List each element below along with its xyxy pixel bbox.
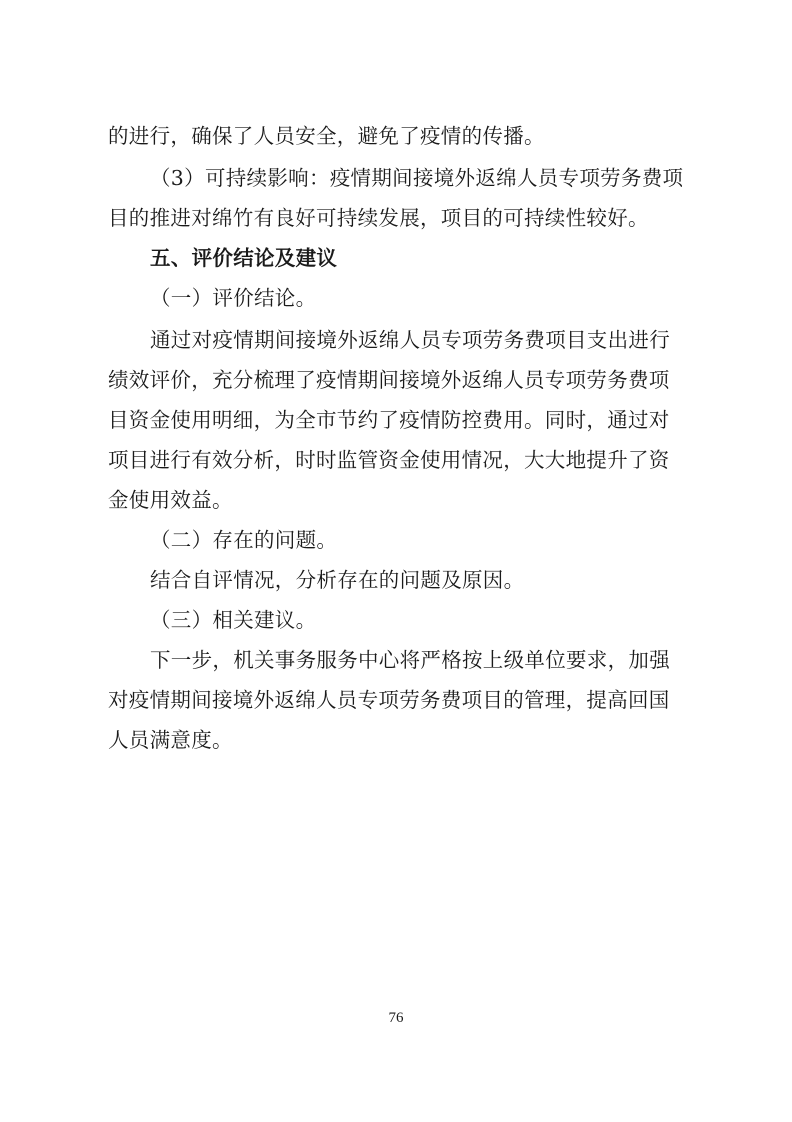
paragraph-line: 项目进行有效分析，时时监管资金使用情况，大大地提升了资	[108, 448, 670, 472]
section-heading: 五、评价结论及建议	[150, 246, 338, 270]
paragraph-line: 绩效评价，充分梳理了疫情期间接境外返绵人员专项劳务费项	[108, 368, 670, 392]
paragraph-line: 目资金使用明细，为全市节约了疫情防控费用。同时，通过对	[108, 408, 670, 432]
paragraph-line: 结合自评情况，分析存在的问题及原因。	[150, 568, 525, 592]
paragraph-line: （3）可持续影响：疫情期间接境外返绵人员专项劳务费项	[150, 166, 684, 190]
paragraph-line: 目的推进对绵竹有良好可持续发展，项目的可持续性较好。	[108, 206, 649, 230]
paragraph-line: 人员满意度。	[108, 728, 233, 752]
subsection-heading: （一）评价结论。	[150, 286, 317, 310]
paragraph-line: 的进行，确保了人员安全，避免了疫情的传播。	[108, 124, 545, 148]
page-number: 76	[388, 1010, 404, 1026]
subsection-heading: （三）相关建议。	[150, 608, 317, 632]
paragraph-line: 金使用效益。	[108, 488, 233, 512]
paragraph-line: 下一步，机关事务服务中心将严格按上级单位要求，加强	[150, 648, 670, 672]
subsection-heading: （二）存在的问题。	[150, 528, 338, 552]
paragraph-line: 对疫情期间接境外返绵人员专项劳务费项目的管理，提高回国	[108, 688, 670, 712]
paragraph-line: 通过对疫情期间接境外返绵人员专项劳务费项目支出进行	[150, 328, 670, 352]
